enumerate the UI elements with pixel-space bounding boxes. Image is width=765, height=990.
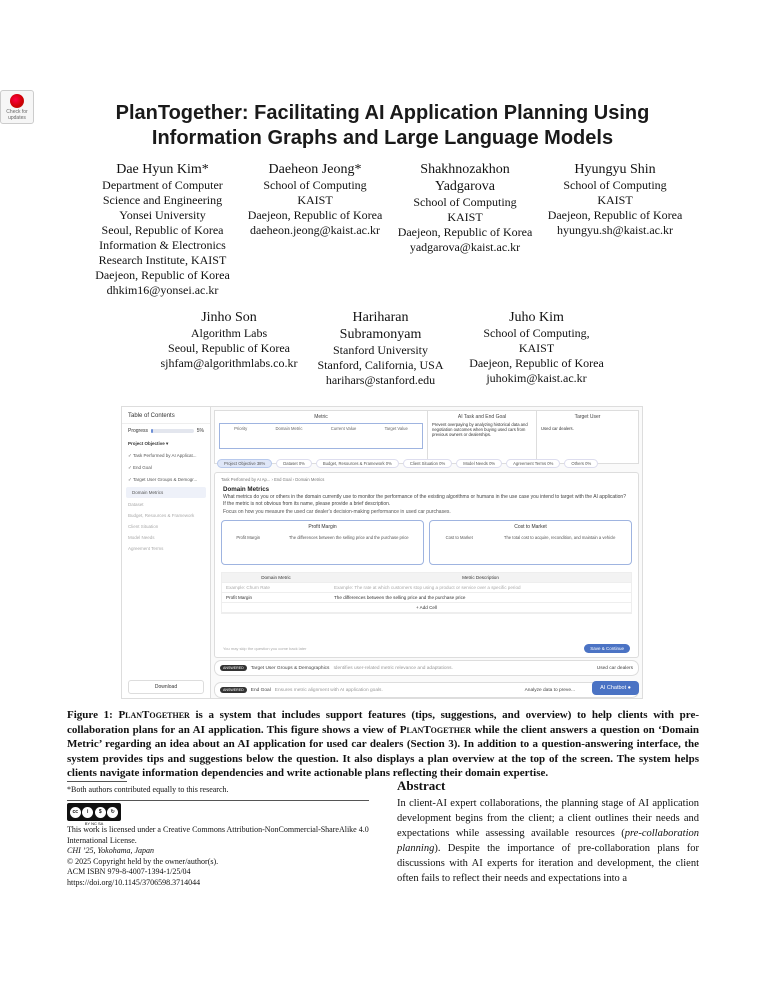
affiliation-line: Research Institute, KAIST bbox=[98, 253, 227, 267]
affiliation-line: Seoul, Republic of Korea bbox=[101, 223, 224, 237]
affiliation-line: Science and Engineering bbox=[102, 193, 223, 207]
check-icon: ✓ bbox=[128, 453, 132, 458]
breadcrumb[interactable]: Task Performed by AI Ap... › End Goal › Domain Metrics bbox=[221, 477, 325, 482]
sa-icon: ↻ bbox=[107, 807, 118, 818]
affiliation-line: School of Computing bbox=[563, 178, 667, 192]
affiliation-line: KAIST bbox=[297, 193, 333, 207]
paper-title: PlanTogether: Facilitating AI Application Planning Using Information Graphs and Large Language Models bbox=[115, 102, 650, 149]
sidebar-item-domain-metrics[interactable]: Domain Metrics bbox=[126, 487, 206, 498]
save-continue-button[interactable]: Save & Continue bbox=[584, 644, 630, 653]
card-desc: The total cost to acquire, recondition, and maintain a vehicle bbox=[503, 534, 616, 540]
figure-screenshot bbox=[121, 406, 643, 699]
task-goal-text: Prevent overpaying by analyzing historical data and negotiation outcomes when buying used cars from previous owners or dealerships. bbox=[432, 422, 528, 437]
target-user-text: Used car dealers. bbox=[541, 426, 574, 431]
abstract-text: In client-AI expert collaborations, the planning stage of AI application development begins from the client; a client outlines their needs and expectations while assessing available resources (pre-collaboration planning). Despite the importance of pre-collaboration plans for discussions with AI experts for iteration and development, the client often fails to reflect their needs and expectations into a bbox=[397, 798, 699, 884]
card-row bbox=[222, 535, 423, 540]
table-row[interactable] bbox=[222, 593, 631, 603]
chip-budget[interactable]: Budget, Resources & Framework 0% bbox=[316, 459, 399, 468]
system-name: PlanTogether bbox=[399, 723, 472, 736]
venue: CHI ’25, Yokohama, Japan bbox=[67, 846, 155, 855]
abstract-emphasis: pre-collaboration planning bbox=[397, 828, 699, 854]
category-chips bbox=[214, 456, 639, 471]
author-block bbox=[245, 161, 385, 298]
badge-text: Check for updates bbox=[6, 109, 28, 121]
author-block bbox=[385, 161, 545, 298]
license-rule bbox=[67, 800, 369, 801]
col-target-value: Target Value bbox=[384, 426, 408, 431]
affiliation-line: Algorithm Labs bbox=[190, 326, 268, 340]
col-domain-metric: Domain Metric bbox=[275, 426, 303, 431]
table-cell[interactable]: Example: The rate at which customers stop using a product or service over a specific period bbox=[334, 584, 521, 590]
affiliation-line: Daejeon, Republic of Korea bbox=[469, 356, 604, 370]
author-name: Hariharan Subramonyam bbox=[339, 310, 422, 342]
user-icon: ● bbox=[627, 685, 631, 691]
row-value: Used car dealers bbox=[596, 665, 633, 671]
author-name: Daeheon Jeong* bbox=[268, 162, 362, 177]
author-name: Juho Kim bbox=[509, 310, 564, 325]
table-row[interactable] bbox=[222, 583, 631, 593]
progress bbox=[122, 424, 210, 438]
progress-label: Progress bbox=[128, 428, 149, 434]
author-email: daeheon.jeong@kaist.ac.kr bbox=[249, 223, 380, 237]
toc-title: Table of Contents bbox=[122, 407, 210, 424]
add-cell-label: + Add Cell bbox=[415, 604, 438, 610]
progress-bar bbox=[151, 429, 194, 433]
affiliation-line: Information & Electronics bbox=[99, 238, 226, 252]
row-label: Target User Groups & Demographics bbox=[250, 665, 330, 671]
target-user-header: Target User bbox=[574, 414, 601, 420]
ai-chatbot-button[interactable]: AI Chatbot ● bbox=[592, 681, 639, 695]
metric-columns bbox=[219, 423, 423, 449]
download-button[interactable]: Download bbox=[128, 680, 204, 694]
row-label: End Goal bbox=[250, 687, 271, 693]
suggestion-card[interactable] bbox=[429, 520, 632, 565]
affiliation-line: Daejeon, Republic of Korea bbox=[95, 268, 230, 282]
card-row bbox=[430, 535, 631, 540]
sidebar-item-budget[interactable]: Budget, Resources & Framework bbox=[128, 513, 195, 518]
table-cell[interactable]: Example: Churn Rate bbox=[226, 584, 270, 590]
author-email: dhkim16@yonsei.ac.kr bbox=[106, 283, 219, 297]
col-priority: Priority bbox=[234, 426, 248, 431]
author-block bbox=[545, 161, 685, 298]
answered-pill: ANSWERED bbox=[220, 665, 247, 671]
chip-client-situation[interactable]: Client Situation 0% bbox=[403, 459, 452, 468]
progress-value: 5% bbox=[196, 428, 204, 434]
question-panel bbox=[214, 472, 639, 658]
affiliation-line: KAIST bbox=[597, 193, 633, 207]
focus-tip: Focus on how you measure the used car dealer's decision-making performance in used car purchases. bbox=[223, 509, 451, 515]
progress-fill bbox=[151, 429, 153, 433]
by-icon: i bbox=[82, 807, 93, 818]
author-block bbox=[308, 309, 453, 388]
table-cell[interactable]: Profit Margin bbox=[226, 594, 253, 600]
answer-table bbox=[221, 572, 632, 614]
affiliation-line: Department of Computer bbox=[102, 178, 223, 192]
isbn: ACM ISBN 979-8-4007-1394-1/25/04 bbox=[67, 867, 191, 876]
related-answer-row[interactable] bbox=[214, 660, 639, 676]
check-icon: ✓ bbox=[128, 465, 132, 470]
sidebar-item-client-situation[interactable]: Client Situation bbox=[128, 524, 159, 529]
sidebar-item-end-goal[interactable]: ✓ End Goal bbox=[128, 465, 152, 470]
skip-note: You may skip the question you come back later bbox=[223, 646, 307, 651]
chip-project-objective[interactable]: Project Objective 38% bbox=[217, 459, 272, 468]
sidebar-item-project-objective[interactable]: Project Objective ▾ bbox=[128, 441, 169, 446]
affiliation-line: Stanford University bbox=[333, 343, 428, 357]
author-email: yadgarova@kaist.ac.kr bbox=[409, 240, 521, 254]
sidebar-item-agreement[interactable]: Agreement Terms bbox=[128, 546, 164, 551]
add-cell-button[interactable] bbox=[222, 603, 631, 613]
affiliation-line: Seoul, Republic of Korea bbox=[168, 341, 290, 355]
authors-row-2 bbox=[150, 309, 620, 388]
cc-license-icon[interactable] bbox=[67, 803, 121, 821]
license-text: This work is licensed under a Creative Commons Attribution-NonCommercial-ShareAlike 4.0 International License. bbox=[67, 825, 369, 845]
chip-dataset[interactable]: Dataset 0% bbox=[276, 459, 312, 468]
cc-icon: cc bbox=[70, 807, 81, 818]
card-metric: Profit Margin bbox=[236, 534, 261, 540]
affiliation-line: KAIST bbox=[518, 341, 555, 355]
question-text: What metrics do you or others in the domain currently use to monitor the performance of the existing algorithms or humans in the use case you intend to target with the AI application? If the metric is not obvious from its name, please provide a brief description. bbox=[223, 494, 626, 507]
figure-caption bbox=[67, 708, 699, 781]
author-name: Jinho Son bbox=[201, 310, 257, 325]
check-for-updates-badge[interactable] bbox=[0, 90, 34, 124]
check-icon: ✓ bbox=[128, 477, 132, 482]
suggestion-card[interactable] bbox=[221, 520, 424, 565]
answered-pill: ANSWERED bbox=[220, 687, 247, 693]
row-value: Analyze data to preve... bbox=[524, 687, 575, 693]
card-title: Profit Margin bbox=[308, 523, 337, 530]
copyright: © 2025 Copyright held by the owner/author(s). bbox=[67, 856, 219, 866]
nc-icon: $ bbox=[95, 807, 106, 818]
table-cell[interactable]: The differences between the selling price and the purchase price bbox=[334, 594, 466, 600]
author-name: Shakhnozakhon Yadgarova bbox=[420, 162, 510, 194]
author-block bbox=[453, 309, 620, 388]
affiliation-line: Daejeon, Republic of Korea bbox=[397, 225, 533, 239]
row-hint: Identifies user-related metric relevance and adaptations. bbox=[333, 665, 453, 671]
system-name: PlanTogether bbox=[118, 709, 190, 721]
sidebar-item-target-user[interactable]: ✓ Target User Groups & Demogr... bbox=[128, 477, 198, 482]
affiliation-line: Stanford, California, USA bbox=[317, 358, 444, 372]
affiliation-line: Daejeon, Republic of Korea bbox=[247, 208, 383, 222]
crossmark-icon bbox=[10, 94, 24, 108]
affiliation-line: KAIST bbox=[447, 210, 483, 224]
table-header bbox=[222, 573, 631, 583]
task-goal-header: AI Task and End Goal bbox=[457, 414, 507, 420]
toc-sidebar bbox=[122, 407, 211, 698]
author-email: sjhfam@algorithmlabs.co.kr bbox=[160, 356, 298, 370]
panel-title: Domain Metrics bbox=[223, 486, 270, 493]
card-metric: Cost to Market bbox=[445, 534, 473, 540]
caption-text: is a system that includes support features (tips, suggestions, and overview) to help clients with pre-collaboration plans for an AI application. This figure shows a view of bbox=[67, 709, 700, 736]
author-name: Hyungyu Shin bbox=[574, 162, 656, 177]
doi-link[interactable]: https://doi.org/10.1145/3706598.3714044 bbox=[67, 877, 201, 887]
related-answer-row[interactable] bbox=[214, 682, 639, 698]
cc-label: BY NC SA bbox=[84, 821, 104, 826]
chip-agreement[interactable]: Agreement Terms 0% bbox=[506, 459, 560, 468]
authors-row-1 bbox=[80, 161, 685, 298]
chip-model-needs[interactable]: Model Needs 0% bbox=[456, 459, 502, 468]
sidebar-item-model-needs[interactable]: Model Needs bbox=[128, 535, 155, 540]
chevron-down-icon: ▾ bbox=[166, 441, 169, 446]
affiliation-line: Yonsei University bbox=[119, 208, 206, 222]
author-email: juhokim@kaist.ac.kr bbox=[486, 371, 587, 385]
card-desc: The differences between the selling price and the purchase price bbox=[288, 534, 409, 540]
author-name: Dae Hyun Kim* bbox=[116, 162, 209, 177]
suggestion-cards bbox=[215, 517, 638, 568]
caption-text: while the client answers a question on ‘Domain Metric’ regarding an idea about an AI application for used car dealers (Section 3). In addition to a question-answering interface, the system provides tips and suggestions below the question. It also displays a plan overview at the top of the screen. The system helps clients navigate information dependencies and write actionable plans reflecting their domain expertise. bbox=[67, 723, 700, 779]
affiliation-line: School of Computing, bbox=[483, 326, 590, 340]
abstract-heading: Abstract bbox=[397, 778, 446, 793]
author-email: harihars@stanford.edu bbox=[325, 373, 436, 387]
author-block bbox=[80, 161, 245, 298]
author-email: hyungyu.sh@kaist.ac.kr bbox=[556, 223, 674, 237]
chip-others[interactable]: Others 0% bbox=[564, 459, 598, 468]
affiliation-line: School of Computing bbox=[413, 195, 517, 209]
caption-label: Figure 1: bbox=[67, 709, 113, 721]
license-block bbox=[67, 825, 369, 888]
metric-header: Metric bbox=[314, 414, 328, 420]
sidebar-item-task[interactable]: ✓ Task Performed by AI Applicat... bbox=[128, 453, 197, 458]
card-title: Cost to Market bbox=[514, 523, 547, 530]
author-block bbox=[150, 309, 308, 388]
table-header-cell: Domain Metric bbox=[261, 574, 291, 580]
main-area bbox=[214, 410, 639, 695]
sidebar-item-dataset[interactable]: Dataset bbox=[128, 502, 144, 507]
affiliation-line: Daejeon, Republic of Korea bbox=[547, 208, 683, 222]
table-header-cell: Metric Description bbox=[462, 574, 499, 580]
footnote-rule bbox=[67, 781, 127, 782]
affiliation-line: School of Computing bbox=[263, 178, 367, 192]
equal-contribution-note: *Both authors contributed equally to this research. bbox=[67, 785, 229, 794]
col-current-value: Current Value bbox=[330, 426, 357, 431]
row-hint: Ensures metric alignment with AI application goals. bbox=[274, 687, 383, 693]
